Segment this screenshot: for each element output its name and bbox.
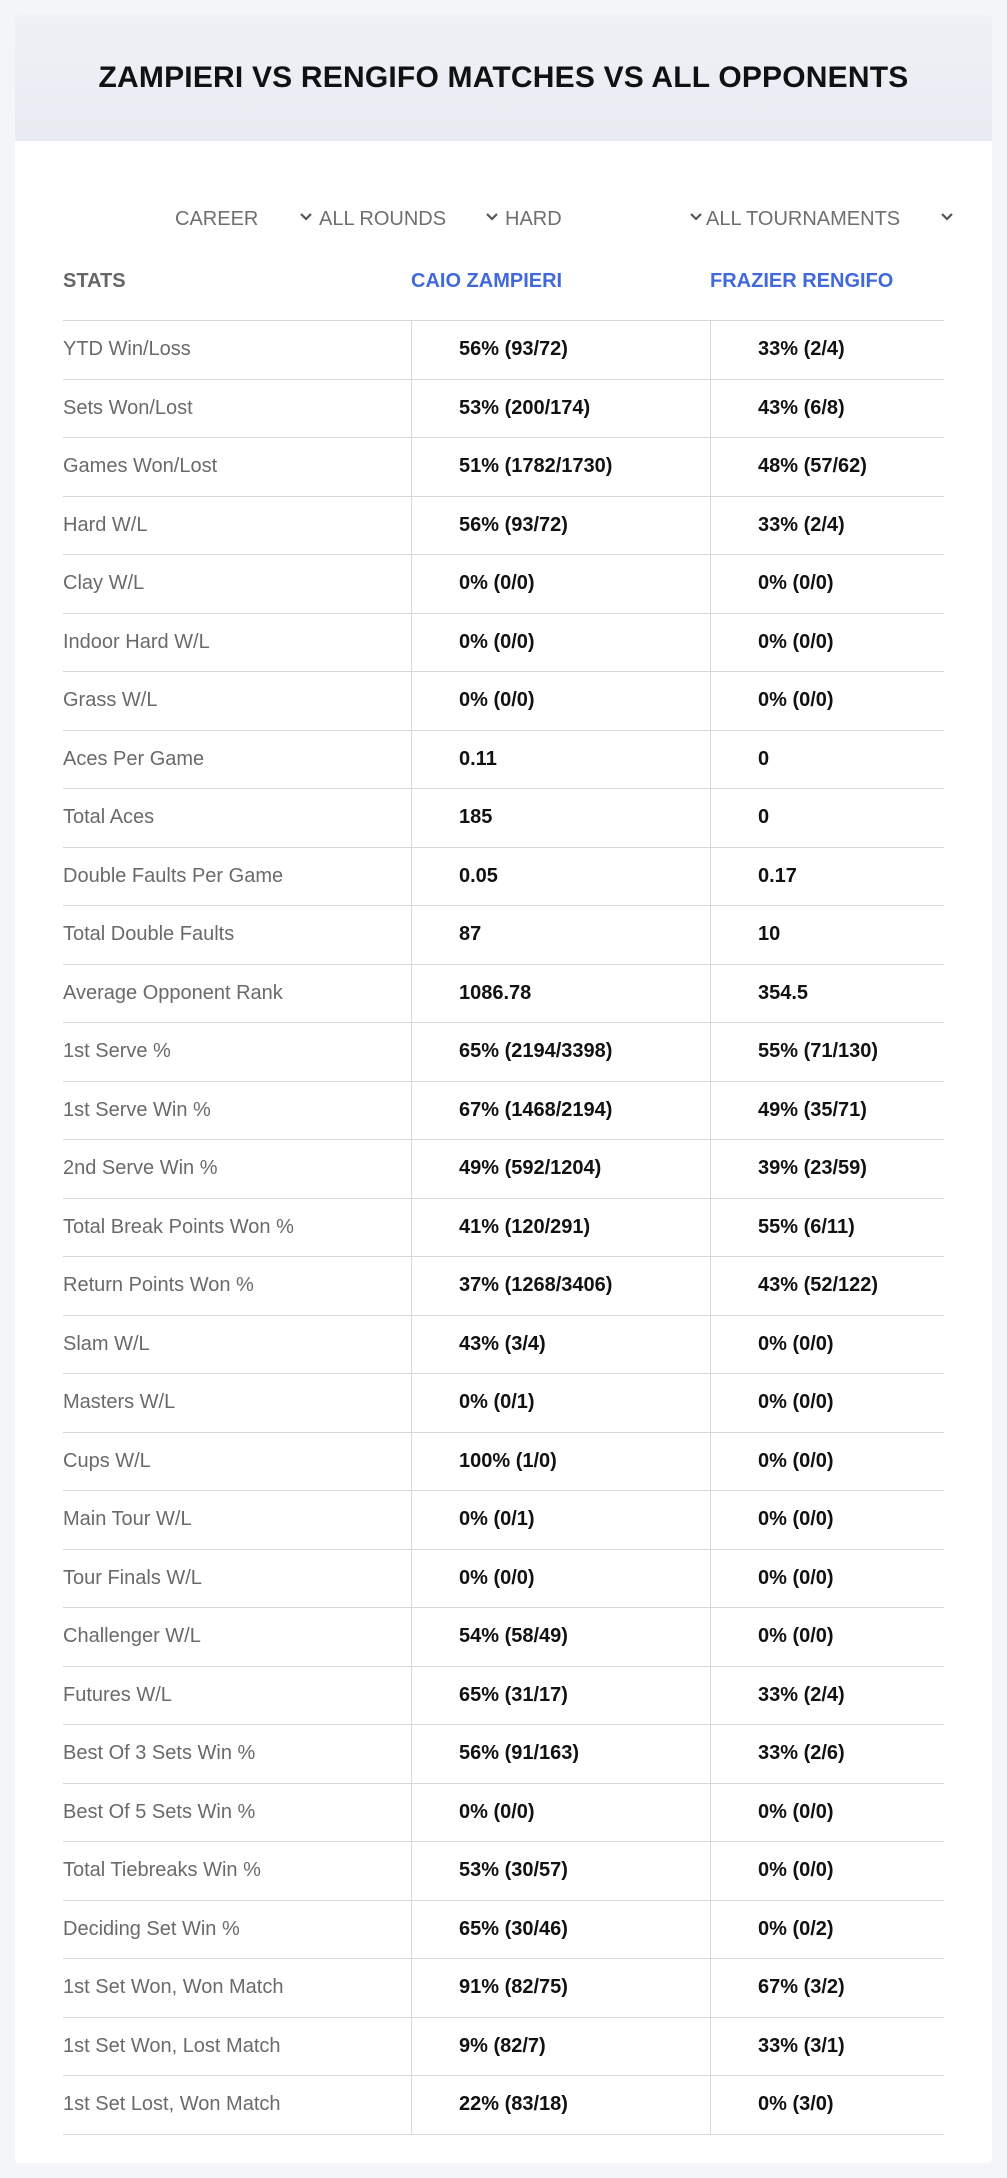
stat-label: 1st Serve % xyxy=(63,1040,171,1063)
player1-value: 91% (82/75) xyxy=(459,1976,568,1999)
chevron-down-icon xyxy=(299,212,313,226)
stat-label: Clay W/L xyxy=(63,572,145,595)
stat-label: Average Opponent Rank xyxy=(63,981,283,1004)
player2-value: 0% (0/0) xyxy=(758,630,834,653)
table-row xyxy=(63,2076,944,2135)
player1-value: 53% (30/57) xyxy=(459,1859,568,1882)
period-select[interactable] xyxy=(175,189,313,249)
player2-value: 0.17 xyxy=(758,864,797,887)
stat-label: Indoor Hard W/L xyxy=(63,630,210,653)
table-body xyxy=(63,321,944,2135)
player1-value: 56% (91/163) xyxy=(459,1742,580,1765)
chevron-down-icon xyxy=(940,212,954,226)
table-row xyxy=(63,848,944,907)
filter-bar xyxy=(15,189,992,249)
table-row xyxy=(63,1784,944,1843)
player1-value: 56% (93/72) xyxy=(459,513,568,536)
stat-label: Total Tiebreaks Win % xyxy=(63,1859,261,1882)
player1-column-header[interactable]: CAIO ZAMPIERI xyxy=(411,270,563,292)
card-header xyxy=(15,15,992,141)
table-row xyxy=(63,321,944,380)
table-row xyxy=(63,1316,944,1375)
player2-value: 0% (0/0) xyxy=(758,1800,834,1823)
player2-value: 39% (23/59) xyxy=(758,1157,867,1180)
stats-table xyxy=(63,245,944,2135)
player2-value: 48% (57/62) xyxy=(758,455,867,478)
player1-value: 65% (31/17) xyxy=(459,1683,568,1706)
stat-label: Return Points Won % xyxy=(63,1274,254,1297)
table-row xyxy=(63,1257,944,1316)
player2-value: 0% (0/2) xyxy=(758,1917,834,1940)
stat-label: 1st Set Won, Lost Match xyxy=(63,2034,281,2057)
player2-value: 0 xyxy=(758,806,770,829)
player2-value: 33% (2/4) xyxy=(758,1683,845,1706)
player2-value: 0% (0/0) xyxy=(758,1566,834,1589)
player1-value: 0.11 xyxy=(459,747,497,770)
player1-value: 0% (0/0) xyxy=(459,689,535,712)
stat-label: Best Of 3 Sets Win % xyxy=(63,1742,256,1765)
player2-value: 0% (0/0) xyxy=(758,1859,834,1882)
player1-value: 0% (0/1) xyxy=(459,1391,535,1414)
stat-label: Main Tour W/L xyxy=(63,1508,192,1531)
player2-value: 0% (0/0) xyxy=(758,572,834,595)
surface-select[interactable] xyxy=(505,189,703,249)
player1-value: 41% (120/291) xyxy=(459,1215,591,1238)
player1-value: 65% (2194/3398) xyxy=(459,1040,613,1063)
stat-label: Masters W/L xyxy=(63,1391,176,1414)
stat-label: Grass W/L xyxy=(63,689,158,712)
stat-label: Cups W/L xyxy=(63,1449,151,1472)
player1-value: 0% (0/0) xyxy=(459,572,535,595)
player1-value: 0% (0/0) xyxy=(459,1566,535,1589)
player2-value: 0% (0/0) xyxy=(758,1332,834,1355)
stat-label: Best Of 5 Sets Win % xyxy=(63,1800,256,1823)
table-row xyxy=(63,380,944,439)
table-row xyxy=(63,1608,944,1667)
stat-label: Total Break Points Won % xyxy=(63,1215,294,1238)
player2-value: 0% (3/0) xyxy=(758,2093,834,2116)
player2-value: 0% (0/0) xyxy=(758,1625,834,1648)
stat-label: Slam W/L xyxy=(63,1332,150,1355)
period-select-value: CAREER xyxy=(175,207,259,230)
stat-label: Hard W/L xyxy=(63,513,148,536)
player2-column-header[interactable]: FRAZIER RENGIFO xyxy=(710,270,894,292)
stat-label: Challenger W/L xyxy=(63,1625,201,1648)
player1-value: 0% (0/1) xyxy=(459,1508,535,1531)
stats-column-header: STATS xyxy=(63,270,126,292)
stat-label: 1st Set Lost, Won Match xyxy=(63,2093,281,2116)
round-select[interactable] xyxy=(319,189,499,249)
table-row xyxy=(63,438,944,497)
table-row xyxy=(63,555,944,614)
table-row xyxy=(63,1667,944,1726)
stat-label: Aces Per Game xyxy=(63,747,205,770)
table-row xyxy=(63,2018,944,2077)
player1-value: 53% (200/174) xyxy=(459,396,591,419)
table-row xyxy=(63,1725,944,1784)
chevron-down-icon xyxy=(485,212,499,226)
stats-card xyxy=(15,15,992,2163)
player1-value: 54% (58/49) xyxy=(459,1625,568,1648)
player2-value: 43% (52/122) xyxy=(758,1274,879,1297)
player2-value: 0% (0/0) xyxy=(758,1391,834,1414)
player1-value: 87 xyxy=(459,923,482,946)
player2-value: 49% (35/71) xyxy=(758,1098,867,1121)
table-row xyxy=(63,1199,944,1258)
player1-value: 49% (592/1204) xyxy=(459,1157,602,1180)
table-row xyxy=(63,1433,944,1492)
player2-value: 0% (0/0) xyxy=(758,1508,834,1531)
page-title: ZAMPIERI VS RENGIFO MATCHES VS ALL OPPONENTS xyxy=(98,61,909,94)
stat-label: Sets Won/Lost xyxy=(63,396,193,419)
player1-value: 37% (1268/3406) xyxy=(459,1274,613,1297)
table-row xyxy=(63,1959,944,2018)
player2-value: 0% (0/0) xyxy=(758,689,834,712)
player2-value: 33% (2/4) xyxy=(758,513,845,536)
player1-value: 22% (83/18) xyxy=(459,2093,568,2116)
table-header xyxy=(63,245,944,321)
table-row xyxy=(63,1901,944,1960)
table-row xyxy=(63,1140,944,1199)
player2-value: 67% (3/2) xyxy=(758,1976,845,1999)
player1-value: 185 xyxy=(459,806,493,829)
stat-label: Total Aces xyxy=(63,806,155,829)
table-row xyxy=(63,672,944,731)
player2-value: 55% (6/11) xyxy=(758,1215,855,1238)
stat-label: 2nd Serve Win % xyxy=(63,1157,218,1180)
stat-label: Games Won/Lost xyxy=(63,455,218,478)
stat-label: Futures W/L xyxy=(63,1683,172,1706)
table-row xyxy=(63,731,944,790)
player2-value: 0 xyxy=(758,747,770,770)
player2-value: 33% (2/6) xyxy=(758,1742,845,1765)
player1-value: 51% (1782/1730) xyxy=(459,455,613,478)
tournament-select[interactable] xyxy=(706,189,954,249)
stat-label: Tour Finals W/L xyxy=(63,1566,202,1589)
round-select-value: ALL ROUNDS xyxy=(319,207,447,230)
player1-value: 1086.78 xyxy=(459,981,532,1004)
stat-label: Deciding Set Win % xyxy=(63,1917,240,1940)
player2-value: 33% (2/4) xyxy=(758,338,845,361)
stat-label: Double Faults Per Game xyxy=(63,864,284,887)
player1-value: 0.05 xyxy=(459,864,498,887)
stat-label: Total Double Faults xyxy=(63,923,235,946)
player1-value: 65% (30/46) xyxy=(459,1917,568,1940)
table-row xyxy=(63,965,944,1024)
table-row xyxy=(63,614,944,673)
player1-value: 0% (0/0) xyxy=(459,630,535,653)
player1-value: 9% (82/7) xyxy=(459,2034,546,2057)
table-row xyxy=(63,1491,944,1550)
table-row xyxy=(63,1023,944,1082)
chevron-down-icon xyxy=(689,212,703,226)
surface-select-value: HARD xyxy=(505,207,562,230)
player2-value: 354.5 xyxy=(758,981,809,1004)
table-row xyxy=(63,1082,944,1141)
player1-value: 100% (1/0) xyxy=(459,1449,557,1472)
player2-value: 0% (0/0) xyxy=(758,1449,834,1472)
player2-value: 33% (3/1) xyxy=(758,2034,845,2057)
table-row xyxy=(63,1842,944,1901)
tournament-select-value: ALL TOURNAMENTS xyxy=(706,207,901,230)
player1-value: 0% (0/0) xyxy=(459,1800,535,1823)
stat-label: YTD Win/Loss xyxy=(63,338,191,361)
table-row xyxy=(63,1550,944,1609)
stat-label: 1st Serve Win % xyxy=(63,1098,211,1121)
player1-value: 43% (3/4) xyxy=(459,1332,546,1355)
table-row xyxy=(63,789,944,848)
table-row xyxy=(63,906,944,965)
player1-value: 67% (1468/2194) xyxy=(459,1098,613,1121)
player2-value: 10 xyxy=(758,923,781,946)
player2-value: 43% (6/8) xyxy=(758,396,845,419)
player2-value: 55% (71/130) xyxy=(758,1040,879,1063)
stat-label: 1st Set Won, Won Match xyxy=(63,1976,284,1999)
table-row xyxy=(63,497,944,556)
player1-value: 56% (93/72) xyxy=(459,338,568,361)
table-row xyxy=(63,1374,944,1433)
